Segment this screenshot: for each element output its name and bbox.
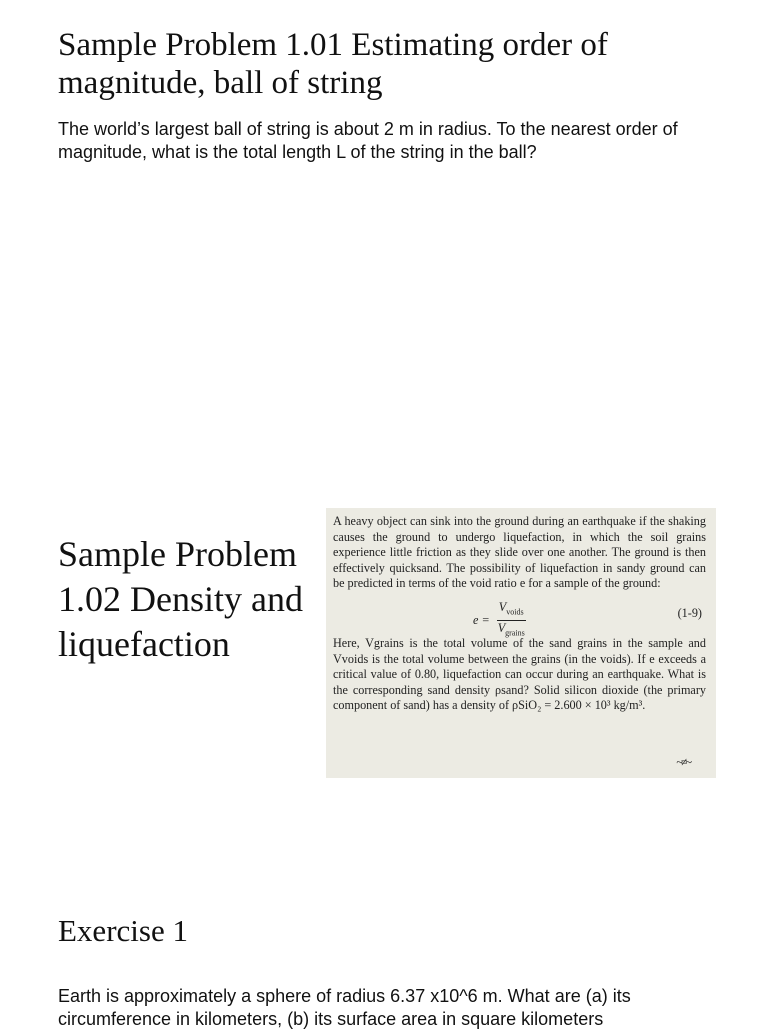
exercise-1-text: Earth is approximately a sphere of radius 6.37 x10^6 m. What are (a) its circumference in kilometers, (b) its surface area in square kilometers <box>58 986 631 1029</box>
problem-2-title: Sample Problem 1.02 Density and liquefaction <box>58 534 303 664</box>
problem-1-text: The world’s largest ball of string is about 2 m in radius. To the nearest order of magnitude, what is the total length L of the string in the ball? <box>58 119 678 162</box>
exercise-1-title: Exercise 1 <box>58 913 188 948</box>
numerator-symbol: V <box>498 599 507 614</box>
textbook-excerpt-image <box>326 508 716 778</box>
excerpt-paragraph-2: Here, Vgrains is the total volume of the sand grains in the sample and Vvoids is the total volume between the grains (in the voids). If e exceeds a critical value of 0.80, liquefaction can occur during an earthquake. What is the corresponding sand density ρsand? Solid silicon dioxide (the primary component of sand) has a density of ρSiO₂ = 2.600 × 10³ kg/m³. <box>333 635 706 713</box>
denominator-symbol: V <box>497 621 506 635</box>
pen-mark-icon: ~≠~ <box>676 755 690 770</box>
void-ratio-equation <box>333 596 706 638</box>
excerpt-paragraph-1: A heavy object can sink into the ground during an earthquake if the shaking causes the ground to undergo liquefaction, in which the soil grains experience little friction as they slide over one another. The ground is then effectively quicksand. The possibility of liquefaction in sandy ground can be predicted in terms of the void ratio e for a sample of the ground: <box>333 514 706 591</box>
numerator-subscript: voids <box>506 607 524 617</box>
problem-1-title: Sample Problem 1.01 Estimating order of magnitude, ball of string <box>58 27 608 101</box>
equation-fraction <box>496 600 527 641</box>
equation-lhs: e = <box>473 612 490 627</box>
equation-number: (1-9) <box>677 605 702 620</box>
denominator-subscript: grains <box>505 628 525 638</box>
